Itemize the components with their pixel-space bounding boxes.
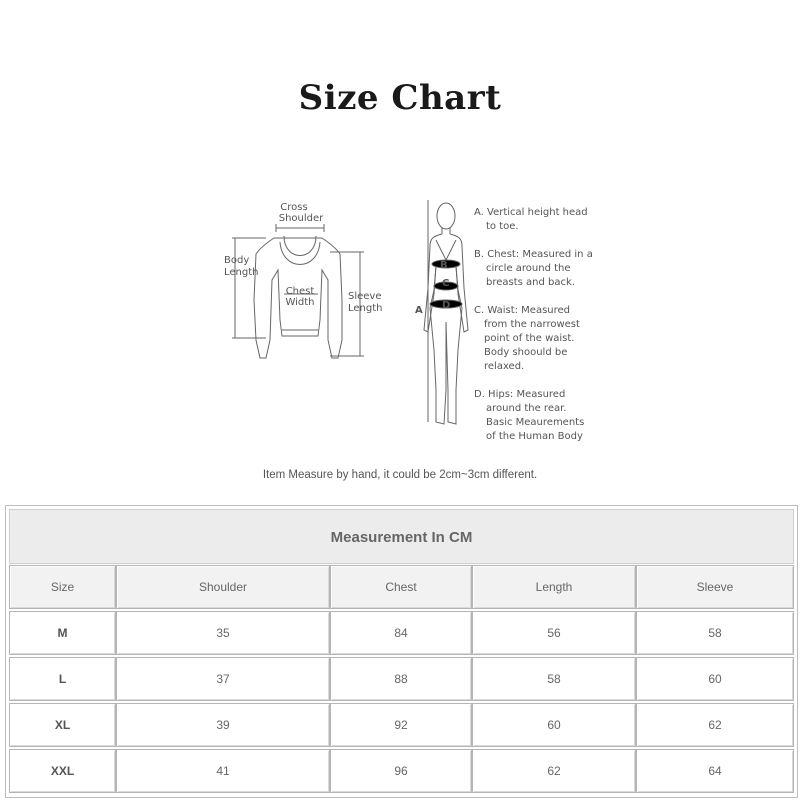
legend-c-line-2: from the narrowest — [484, 319, 580, 330]
table-cell-shoulder: 37 — [116, 657, 330, 701]
header-length: Length — [472, 565, 636, 609]
table-cell-sleeve: 58 — [636, 611, 794, 655]
legend-d-line-4: of the Human Body — [486, 431, 583, 442]
sleeve-length-label-2: Length — [348, 303, 383, 314]
legend-b-line-3: breasts and back. — [486, 277, 575, 288]
legend-b-line-2: circle around the — [486, 263, 571, 274]
table-caption: Measurement In CM — [9, 509, 794, 564]
table-cell-sleeve: 64 — [636, 749, 794, 793]
body-length-label-1: Body — [224, 255, 250, 266]
size-table — [5, 505, 798, 798]
legend-c-line-4: Body shoould be — [484, 347, 568, 358]
table-cell-chest: 92 — [330, 703, 472, 747]
table-row-size: XXL — [9, 749, 116, 793]
chest-width-label-2: Width — [285, 297, 315, 308]
legend-c-line-5: relaxed. — [484, 361, 525, 372]
table-cell-shoulder: 39 — [116, 703, 330, 747]
marker-d: D — [442, 300, 451, 311]
table-cell-length: 56 — [472, 611, 636, 655]
legend-c-line-1: C. Waist: Measured — [474, 305, 571, 316]
table-cell-chest: 96 — [330, 749, 472, 793]
table-cell-chest: 88 — [330, 657, 472, 701]
table-cell-length: 62 — [472, 749, 636, 793]
legend-a-line-1: A. Vertical height head — [474, 207, 588, 218]
table-row-size: XL — [9, 703, 116, 747]
table-cell-shoulder: 41 — [116, 749, 330, 793]
table-cell-chest: 84 — [330, 611, 472, 655]
table-row-size: L — [9, 657, 116, 701]
table-cell-sleeve: 60 — [636, 657, 794, 701]
legend-d-line-1: D. Hips: Measured — [474, 389, 566, 400]
measurement-diagram — [210, 190, 630, 460]
chest-width-label-1: Chest — [285, 286, 315, 297]
body-length-label-2: Length — [224, 267, 259, 278]
legend-a-line-2: to toe. — [486, 221, 519, 232]
table-row-size: M — [9, 611, 116, 655]
cross-shoulder-label-2: Shoulder — [278, 213, 324, 224]
human-figure-illustration — [424, 203, 468, 424]
table-cell-length: 60 — [472, 703, 636, 747]
header-sleeve: Sleeve — [636, 565, 794, 609]
legend-d-line-3: Basic Meaurements — [486, 417, 585, 428]
legend-b-line-1: B. Chest: Measured in a — [474, 249, 593, 260]
header-shoulder: Shoulder — [116, 565, 330, 609]
header-size: Size — [9, 565, 116, 609]
legend-c-line-3: point of the waist. — [484, 333, 575, 344]
cross-shoulder-label-1: Cross — [280, 202, 308, 213]
sleeve-length-label-1: Sleeve — [348, 291, 382, 302]
table-cell-shoulder: 35 — [116, 611, 330, 655]
marker-b: B — [440, 260, 448, 271]
table-cell-length: 58 — [472, 657, 636, 701]
measurement-note: Item Measure by hand, it could be 2cm~3cm different. — [262, 469, 538, 481]
table-cell-sleeve: 62 — [636, 703, 794, 747]
header-chest: Chest — [330, 565, 472, 609]
page-title: Size Chart — [298, 78, 502, 118]
marker-a: A — [415, 305, 423, 316]
figure-measure-lines — [428, 200, 462, 422]
legend-d-line-2: around the rear. — [486, 403, 567, 414]
marker-c: C — [442, 278, 450, 289]
